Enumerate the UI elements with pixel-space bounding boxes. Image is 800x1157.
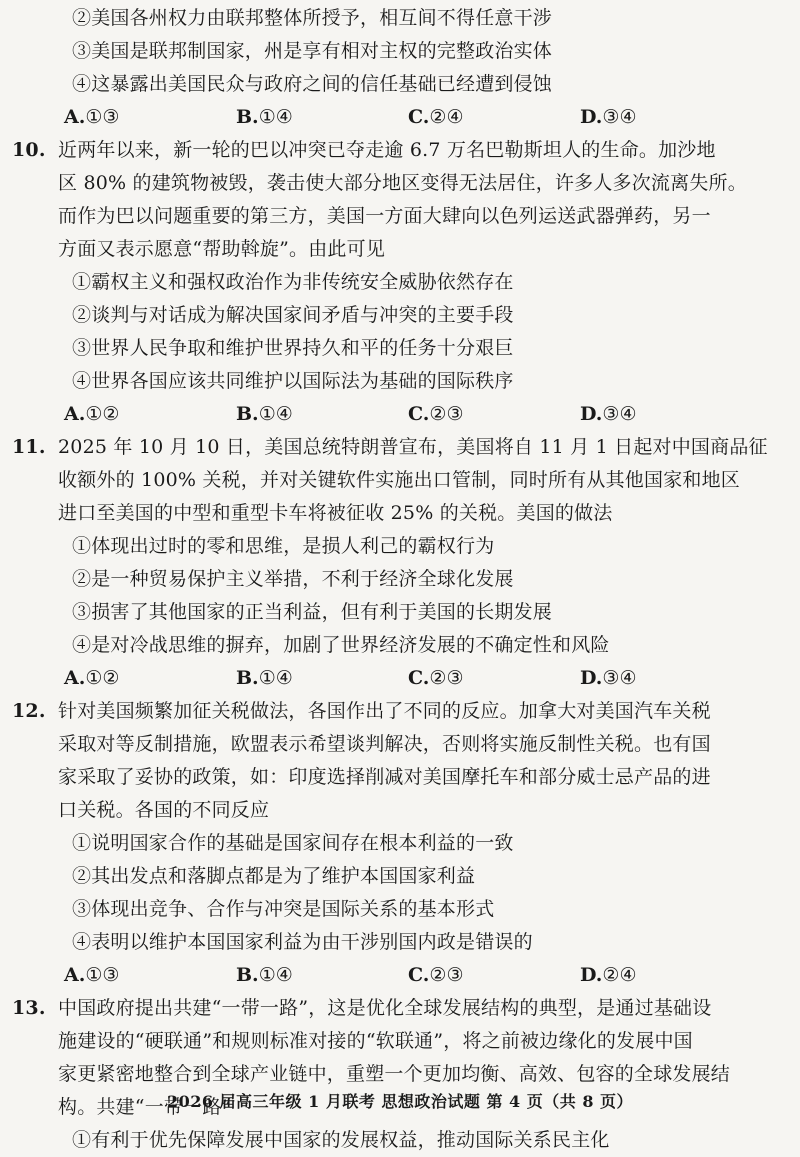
question-10-stem: 10. 近两年以来，新一轮的巴以冲突已夺走逾 6.7 万名巴勒斯坦人的生命。加沙地 xyxy=(58,134,788,167)
choice-d: D.③④ xyxy=(580,667,637,689)
option-line: ③美国是联邦制国家，州是享有相对主权的完整政治实体 xyxy=(72,40,553,62)
option-line: ②谈判与对话成为解决国家间矛盾与冲突的主要手段 xyxy=(72,304,514,326)
question-12-stem: 12. 针对美国频繁加征关税做法，各国作出了不同的反应。加拿大对美国汽车关税 xyxy=(58,695,788,728)
option-line: ②是一种贸易保护主义举措，不利于经济全球化发展 xyxy=(72,568,514,590)
question-number: 12. xyxy=(12,700,46,722)
stem-line: 采取对等反制措施，欧盟表示希望谈判解决，否则将实施反制性关税。也有国 xyxy=(58,733,711,755)
stem-line: 收额外的 100% 关税，并对关键软件实施出口管制，同时所有从其他国家和地区 xyxy=(58,469,740,491)
choice-d: D.②④ xyxy=(580,964,637,986)
stem-line: 区 80% 的建筑物被毁，袭击使大部分地区变得无法居住，许多人多次流离失所。 xyxy=(58,172,747,194)
option-line: ③损害了其他国家的正当利益，但有利于美国的长期发展 xyxy=(72,601,553,623)
stem-line: 口关税。各国的不同反应 xyxy=(58,799,270,821)
stem-line: 家采取了妥协的政策，如：印度选择削减对美国摩托车和部分威士忌产品的进 xyxy=(58,766,711,788)
question-number: 13. xyxy=(12,997,46,1019)
answer-choices xyxy=(58,101,788,134)
page-content xyxy=(12,2,788,1157)
option-line: ①有利于优先保障发展中国家的发展权益，推动国际关系民主化 xyxy=(72,1129,610,1151)
question-13-stem: 13. 中国政府提出共建“一带一路”，这是优化全球发展结构的典型，是通过基础设 xyxy=(58,992,788,1025)
option-line: ②其出发点和落脚点都是为了维护本国国家利益 xyxy=(72,865,476,887)
choice-d: D.③④ xyxy=(580,106,637,128)
choice-a: A.①② xyxy=(64,667,120,689)
option-line: ②美国各州权力由联邦整体所授予，相互间不得任意干涉 xyxy=(72,7,553,29)
choice-a: A.①③ xyxy=(64,106,120,128)
option-line: ③世界人民争取和维护世界持久和平的任务十分艰巨 xyxy=(72,337,514,359)
question-11-stem: 11. 2025 年 10 月 10 日，美国总统特朗普宣布，美国将自 11 月 1 日起对中国商品征 xyxy=(58,431,788,464)
option-line: ①霸权主义和强权政治作为非传统安全威胁依然存在 xyxy=(72,271,514,293)
stem-line: 进口至美国的中型和重型卡车将被征收 25% 的关税。美国的做法 xyxy=(58,502,613,524)
option-line: ③体现出竞争、合作与冲突是国际关系的基本形式 xyxy=(72,898,495,920)
stem-line: 而作为巴以问题重要的第三方，美国一方面大肆向以色列运送武器弹药，另一 xyxy=(58,205,711,227)
stem-line: 方面又表示愿意“帮助斡旋”。由此可见 xyxy=(58,238,386,260)
choice-c: C.②③ xyxy=(408,667,464,689)
answer-choices xyxy=(58,398,788,431)
choice-b: B.①④ xyxy=(236,106,293,128)
stem-line: 构。共建“一带一路” xyxy=(58,1096,232,1118)
choice-a: A.①③ xyxy=(64,964,120,986)
option-line: ④表明以维护本国国家利益为由干涉别国内政是错误的 xyxy=(72,931,533,953)
choice-c: C.②③ xyxy=(408,403,464,425)
choice-b: B.①④ xyxy=(236,964,293,986)
choice-a: A.①② xyxy=(64,403,120,425)
choice-c: C.②③ xyxy=(408,964,464,986)
choice-b: B.①④ xyxy=(236,667,293,689)
choice-d: D.③④ xyxy=(580,403,637,425)
option-line: ①说明国家合作的基础是国家间存在根本利益的一致 xyxy=(72,832,514,854)
choice-b: B.①④ xyxy=(236,403,293,425)
answer-choices xyxy=(58,662,788,695)
choice-c: C.②④ xyxy=(408,106,464,128)
question-number: 10. xyxy=(12,139,46,161)
page-footer: 2026 届高三年级 1 月联考 思想政治试题 第 4 页（共 8 页） xyxy=(166,1092,634,1111)
stem-line: 施建设的“硬联通”和规则标准对接的“软联通”，将之前被边缘化的发展中国 xyxy=(58,1030,693,1052)
option-line: ④是对冷战思维的摒弃，加剧了世界经济发展的不确定性和风险 xyxy=(72,634,610,656)
option-line: ④世界各国应该共同维护以国际法为基础的国际秩序 xyxy=(72,370,514,392)
option-line: ④这暴露出美国民众与政府之间的信任基础已经遭到侵蚀 xyxy=(72,73,553,95)
answer-choices xyxy=(58,959,788,992)
option-line: ①体现出过时的零和思维，是损人利己的霸权行为 xyxy=(72,535,495,557)
stem-line: 家更紧密地整合到全球产业链中，重塑一个更加均衡、高效、包容的全球发展结 xyxy=(58,1063,731,1085)
question-number: 11. xyxy=(12,436,46,458)
